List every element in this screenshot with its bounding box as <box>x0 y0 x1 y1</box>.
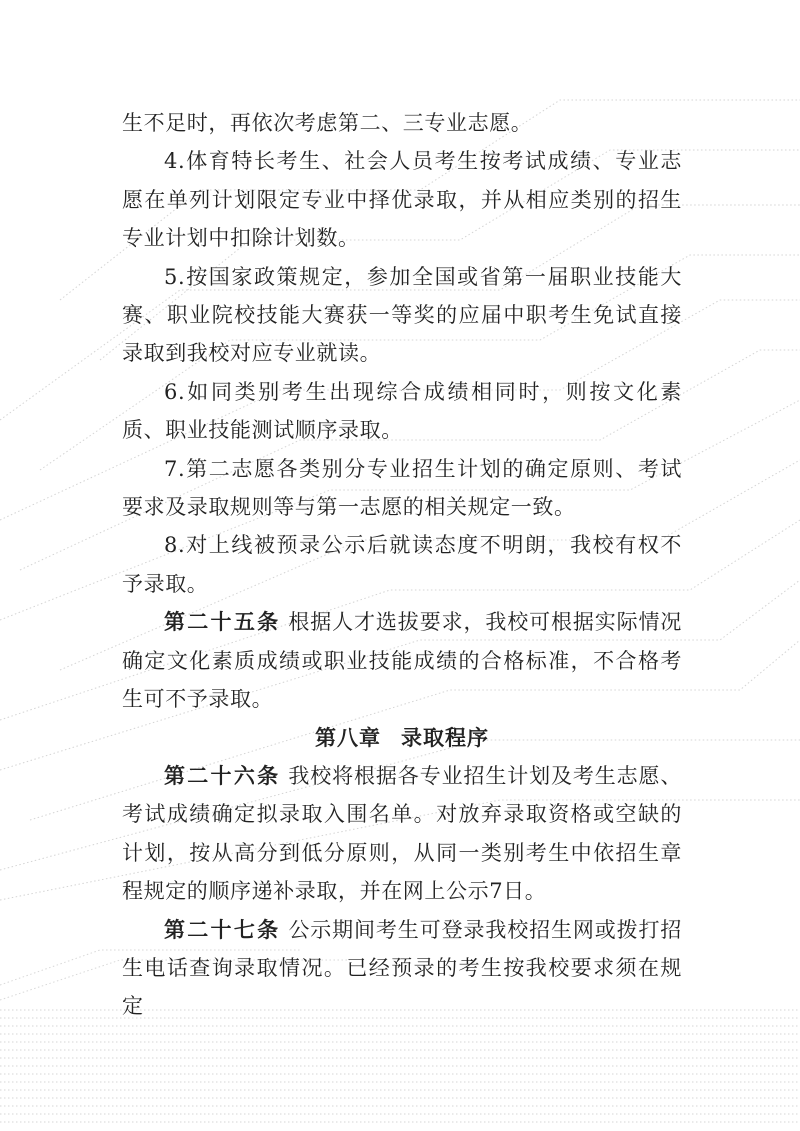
document-page <box>122 104 682 1026</box>
article-26-text: 我校将根据各专业招生计划及考生志愿、考试成绩确定拟录取入围名单。对放弃录取资格或空缺的计划，按从高分到低分原则，从同一类别考生中依招生章程规定的顺序递补录取，并在网上公示7日。 <box>122 763 682 904</box>
paragraph-continuation: 生不足时，再依次考虑第二、三专业志愿。 <box>122 111 533 135</box>
chapter-heading <box>122 719 682 757</box>
article-25 <box>122 603 682 718</box>
chapter-title: 录取程序 <box>401 725 489 750</box>
article-27-text: 公示期间考生可登录我校招生网或拨打招生电话查询录取情况。已经预录的考生按我校要求须在规定 <box>122 917 682 1019</box>
paragraph-item-6: 6.如同类别考生出现综合成绩相同时，则按文化素质、职业技能测试顺序录取。 <box>122 379 682 443</box>
article-27-label: 第二十七条 <box>164 917 281 942</box>
paragraph-item-4: 4.体育特长考生、社会人员考生按考试成绩、专业志愿在单列计划限定专业中择优录取，并从相应类别的招生专业计划中扣除计划数。 <box>122 149 682 251</box>
article-25-text: 根据人才选拔要求，我校可根据实际情况确定文化素质成绩或职业技能成绩的合格标准，不合格考生可不予录取。 <box>122 610 682 712</box>
paragraph-item-7: 7.第二志愿各类别分专业招生计划的确定原则、考试要求及录取规则等与第一志愿的相关规定一致。 <box>122 456 682 520</box>
chapter-number: 第八章 <box>315 725 381 750</box>
article-26 <box>122 757 682 911</box>
paragraph-item-5: 5.按国家政策规定，参加全国或省第一届职业技能大赛、职业院校技能大赛获一等奖的应届中职考生免试直接录取到我校对应专业就读。 <box>122 264 682 366</box>
article-26-label: 第二十六条 <box>164 763 281 788</box>
paragraph-item-8: 8.对上线被预录公示后就读态度不明朗，我校有权不予录取。 <box>122 533 682 596</box>
article-25-label: 第二十五条 <box>164 610 281 635</box>
article-27 <box>122 911 682 1026</box>
